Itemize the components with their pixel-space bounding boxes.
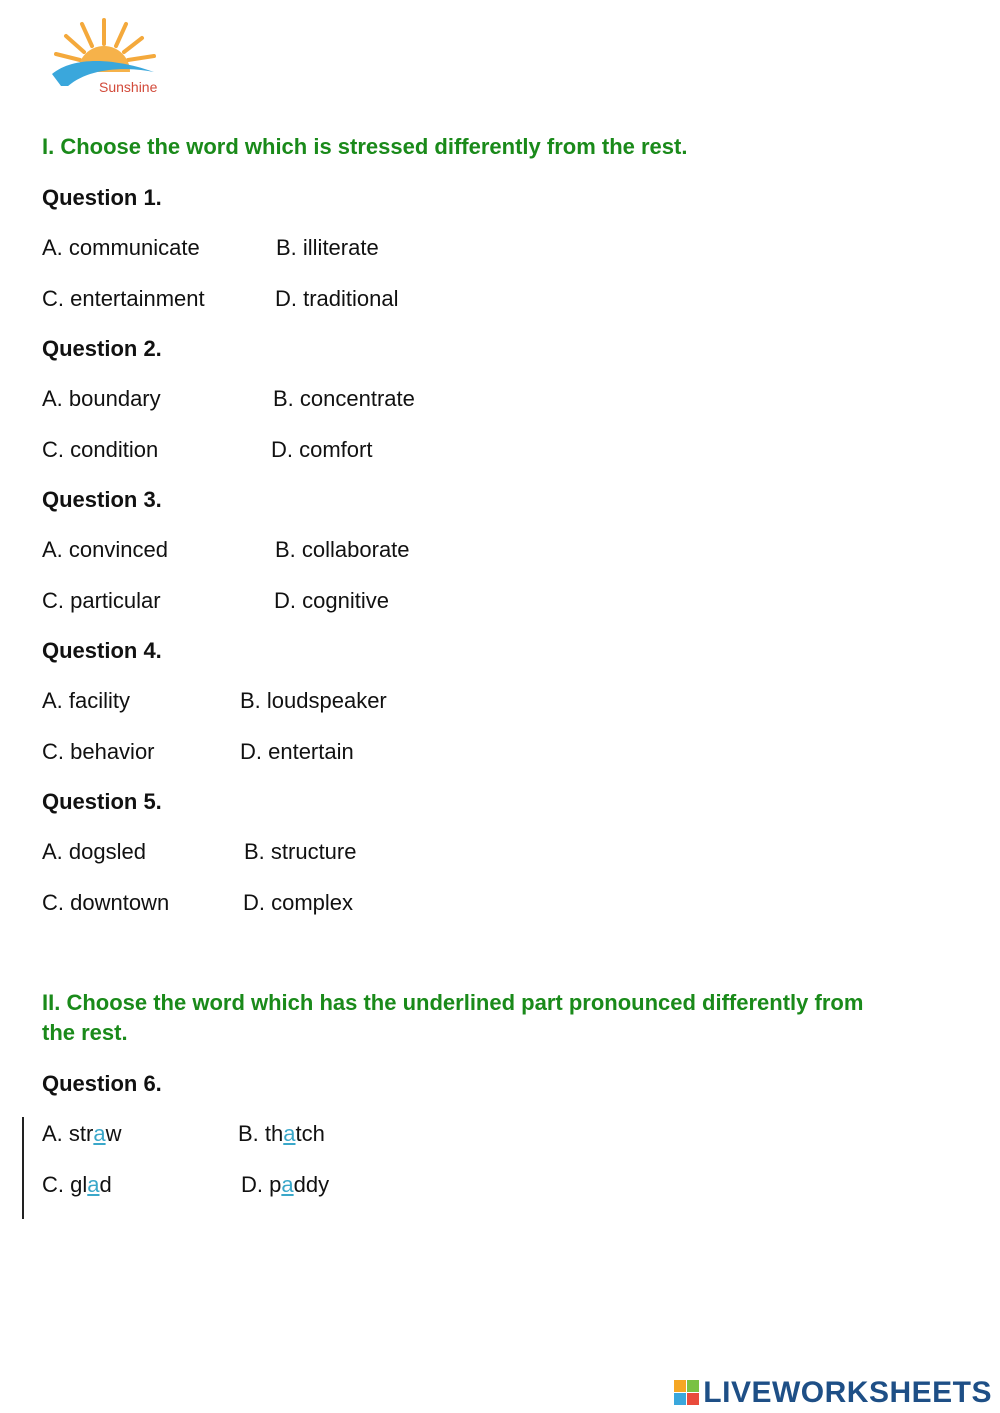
question-6-title: Question 6. xyxy=(42,1071,162,1096)
q6-option-b-underlined: a xyxy=(283,1121,296,1146)
q5-option-d[interactable]: D. complex xyxy=(243,890,354,915)
section-1-title: I. Choose the word which is stressed differently from the rest. xyxy=(42,134,688,159)
q2-option-c[interactable]: C. condition xyxy=(42,437,159,462)
q3-option-a[interactable]: A. convinced xyxy=(42,537,168,562)
q6-option-a-prefix: A. str xyxy=(42,1121,94,1146)
liveworksheets-brand xyxy=(674,1376,992,1410)
q6-option-c-suffix: d xyxy=(99,1172,112,1197)
q5-option-a[interactable]: A. dogsled xyxy=(42,839,146,864)
q6-option-a[interactable] xyxy=(42,1120,121,1148)
q4-option-b[interactable]: B. loudspeaker xyxy=(240,688,387,713)
q2-option-a[interactable]: A. boundary xyxy=(42,386,161,411)
question-2-title: Question 2. xyxy=(42,336,162,361)
q3-option-b[interactable]: B. collaborate xyxy=(275,537,410,562)
margin-line xyxy=(22,1117,24,1219)
question-1-title: Question 1. xyxy=(42,185,162,210)
q6-option-d[interactable] xyxy=(241,1171,329,1199)
sunshine-logo xyxy=(44,16,164,98)
q5-option-c[interactable]: C. downtown xyxy=(42,890,170,915)
section-2-title-line-2: the rest. xyxy=(42,1020,128,1045)
q6-option-c-prefix: C. gl xyxy=(42,1172,88,1197)
q6-option-b-prefix: B. th xyxy=(238,1121,284,1146)
question-5-title: Question 5. xyxy=(42,789,162,814)
q4-option-a[interactable]: A. facility xyxy=(42,688,131,713)
q3-option-d[interactable]: D. cognitive xyxy=(274,588,389,613)
question-3-title: Question 3. xyxy=(42,487,162,512)
q6-option-b[interactable] xyxy=(238,1120,325,1148)
q6-option-d-suffix: ddy xyxy=(293,1172,330,1197)
logo-text: Sunshine xyxy=(99,79,158,95)
q4-option-d[interactable]: D. entertain xyxy=(240,739,354,764)
liveworksheets-text: LIVEWORKSHEETS xyxy=(703,1376,992,1409)
q6-option-c[interactable] xyxy=(42,1171,112,1199)
question-4-title: Question 4. xyxy=(42,638,162,663)
q2-option-b[interactable]: B. concentrate xyxy=(273,386,415,411)
q6-option-b-suffix: tch xyxy=(295,1121,325,1146)
q5-option-b[interactable]: B. structure xyxy=(244,839,357,864)
q2-option-d[interactable]: D. comfort xyxy=(271,437,373,462)
q1-option-c[interactable]: C. entertainment xyxy=(42,286,205,311)
q6-option-a-underlined: a xyxy=(93,1121,106,1146)
q6-option-d-prefix: D. p xyxy=(241,1172,282,1197)
q4-option-c[interactable]: C. behavior xyxy=(42,739,155,764)
sun-icon xyxy=(44,16,164,86)
q1-option-d[interactable]: D. traditional xyxy=(275,286,399,311)
q6-option-d-underlined: a xyxy=(281,1172,294,1197)
q1-option-b[interactable]: B. illiterate xyxy=(276,235,379,260)
q3-option-c[interactable]: C. particular xyxy=(42,588,161,613)
section-2-title-line-1: II. Choose the word which has the underlined part pronounced differently from xyxy=(42,990,864,1015)
q6-option-c-underlined: a xyxy=(87,1172,100,1197)
liveworksheets-logo-icon xyxy=(674,1380,700,1406)
q6-option-a-suffix: w xyxy=(105,1121,122,1146)
q1-option-a[interactable]: A. communicate xyxy=(42,235,200,260)
